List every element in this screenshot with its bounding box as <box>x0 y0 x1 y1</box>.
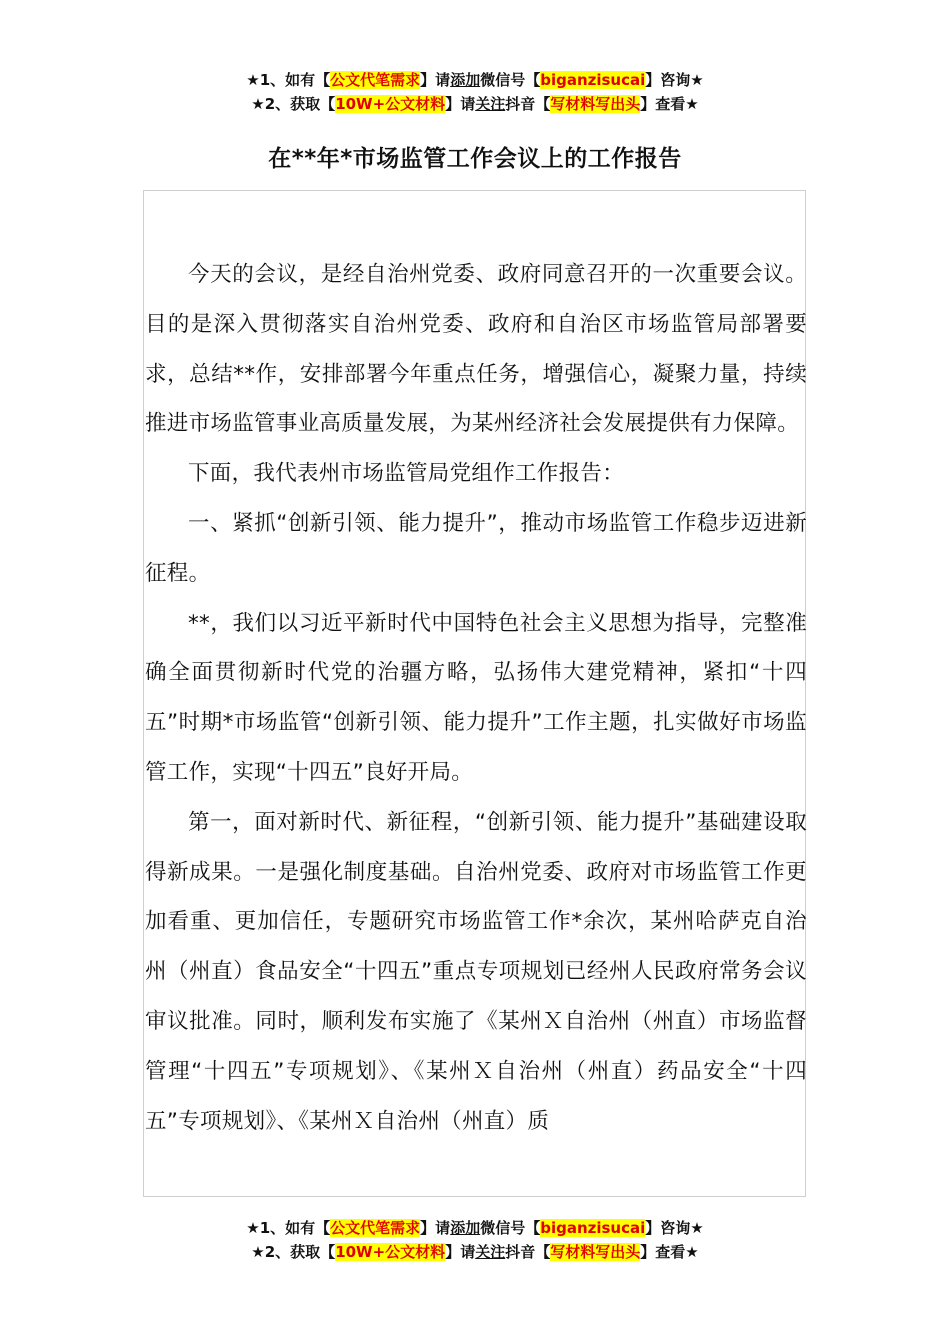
banner-highlight: 公文代笔需求 <box>330 1219 421 1237</box>
banner-line-1 <box>0 68 950 92</box>
banner-text: 微信号【 <box>480 71 541 89</box>
banner-text: 】请 <box>445 1243 476 1261</box>
banner-wechat-id: biganzisucai <box>540 1219 646 1237</box>
banner-underline: 添加 <box>450 1219 481 1237</box>
banner-highlight: 公文代笔需求 <box>330 71 421 89</box>
banner-line-1 <box>0 1216 950 1240</box>
banner-text: 微信号【 <box>480 1219 541 1237</box>
banner-text: 抖音【 <box>505 95 551 113</box>
banner-text: 】请 <box>420 1219 451 1237</box>
paragraph: **，我们以习近平新时代中国特色社会主义思想为指导，完整准确全面贯彻新时代党的治疆方略，弘扬伟大建党精神，紧扣“十四五”时期*市场监管“创新引领、能力提升”工作主题，扎实做好市场监管工作，实现“十四五”良好开局。 <box>145 610 807 785</box>
banner-text: 】请 <box>420 71 451 89</box>
header-banner <box>0 68 950 116</box>
banner-underline: 关注 <box>475 1243 506 1261</box>
banner-text: 抖音【 <box>505 1243 551 1261</box>
banner-text: ★1、如有【 <box>246 1219 331 1237</box>
banner-wechat-id: biganzisucai <box>540 71 646 89</box>
paragraph: 第一，面对新时代、新征程，“创新引领、能力提升”基础建设取得新成果。一是强化制度基础。自治州党委、政府对市场监管工作更加看重、更加信任，专题研究市场监管工作*余次，某州哈萨克自治州（州直）食品安全“十四五”重点专项规划已经州人民政府常务会议审议批准。同时，顺利发布实施了《某州Ｘ自治州（州直）市场监督管理“十四五”专项规划》、《某州Ｘ自治州（州直）药品安全“十四五”专项规划》、《某州Ｘ自治州（州直）质 <box>145 809 807 1134</box>
banner-text: 】请 <box>445 95 476 113</box>
banner-highlight: 10W+公文材料 <box>335 1243 446 1261</box>
banner-text: 】咨询★ <box>645 71 704 89</box>
banner-text: 】咨询★ <box>645 1219 704 1237</box>
paragraph: 下面，我代表州市场监管局党组作工作报告： <box>188 461 625 487</box>
banner-douyin-id: 写材料写出头 <box>550 1243 641 1261</box>
banner-underline: 关注 <box>475 95 506 113</box>
banner-douyin-id: 写材料写出头 <box>550 95 641 113</box>
banner-text: ★2、获取【 <box>251 1243 336 1261</box>
banner-underline: 添加 <box>450 71 481 89</box>
banner-text: 】查看★ <box>640 95 699 113</box>
banner-text: ★1、如有【 <box>246 71 331 89</box>
paragraph: 今天的会议，是经自治州党委、政府同意召开的一次重要会议。目的是深入贯彻落实自治州党委、政府和自治区市场监管局部署要求，总结**作，安排部署今年重点任务，增强信心，凝聚力量，持续推进市场监管事业高质量发展，为某州经济社会发展提供有力保障。 <box>145 262 807 437</box>
paragraph: 一、紧抓“创新引领、能力提升”，推动市场监管工作稳步迈进新征程。 <box>145 510 807 586</box>
document-body <box>145 250 807 1195</box>
banner-text: 】查看★ <box>640 1243 699 1261</box>
banner-line-2 <box>0 1240 950 1264</box>
banner-highlight: 10W+公文材料 <box>335 95 446 113</box>
footer-banner <box>0 1216 950 1264</box>
document-title: 在**年*市场监管工作会议上的工作报告 <box>268 146 682 172</box>
banner-line-2 <box>0 92 950 116</box>
banner-text: ★2、获取【 <box>251 95 336 113</box>
